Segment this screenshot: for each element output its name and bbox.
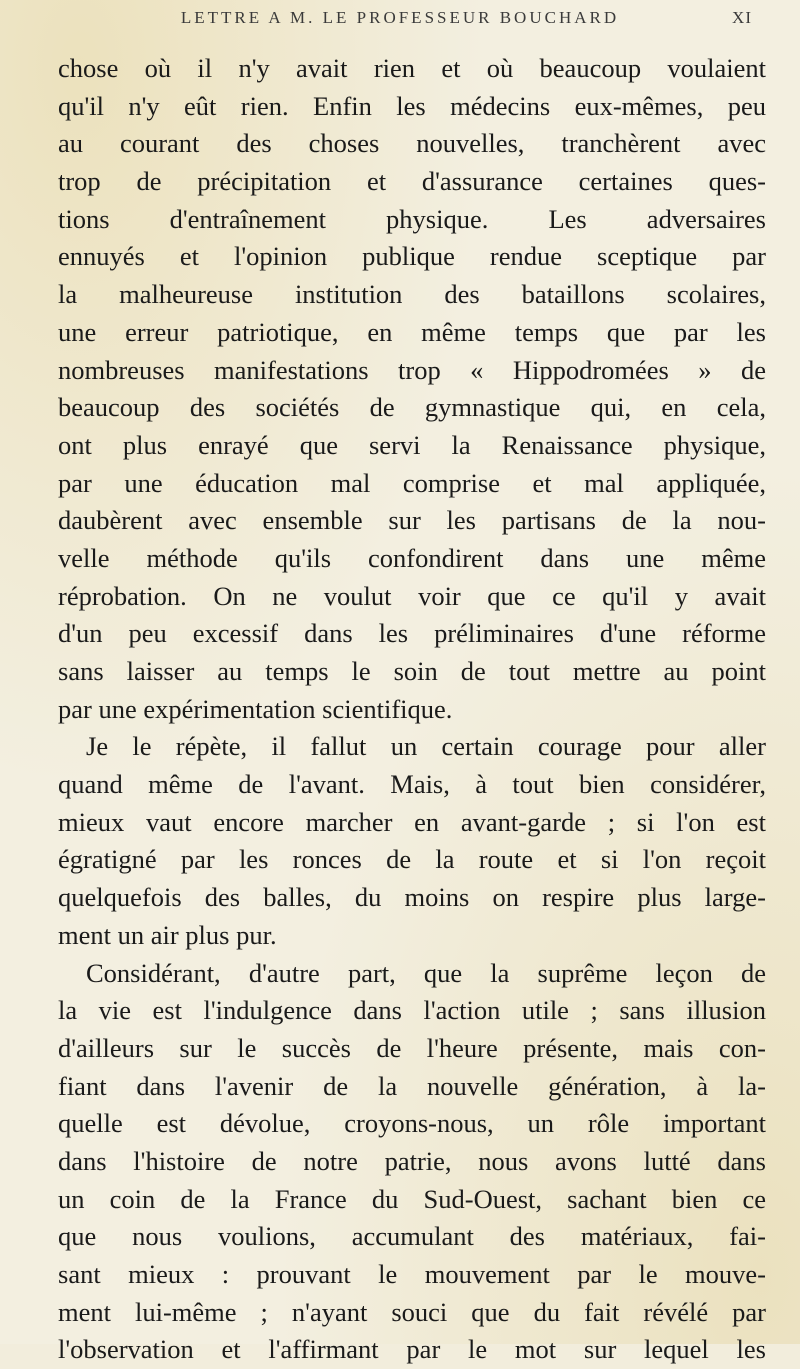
text-line: nombreuses manifestations trop « Hippodromées » de — [58, 352, 766, 390]
page-number: XI — [732, 8, 752, 28]
text-line: daubèrent avec ensemble sur les partisans de la nou- — [58, 502, 766, 540]
text-line: Je le répète, il fallut un certain courage pour aller — [58, 728, 766, 766]
paragraph — [58, 728, 766, 954]
text-line: une erreur patriotique, en même temps que par les — [58, 314, 766, 352]
body-text — [58, 50, 766, 1369]
running-head — [0, 8, 800, 38]
text-line: ment un air plus pur. — [58, 917, 766, 955]
paragraph — [58, 955, 766, 1369]
text-line: ont plus enrayé que servi la Renaissance physique, — [58, 427, 766, 465]
text-line: chose où il n'y avait rien et où beaucoup voulaient — [58, 50, 766, 88]
text-line: un coin de la France du Sud-Ouest, sachant bien ce — [58, 1181, 766, 1219]
text-line: réprobation. On ne voulut voir que ce qu'il y avait — [58, 578, 766, 616]
text-line: tions d'entraînement physique. Les adversaires — [58, 201, 766, 239]
text-line: l'observation et l'affirmant par le mot sur lequel les — [58, 1331, 766, 1369]
text-line: dans l'histoire de notre patrie, nous avons lutté dans — [58, 1143, 766, 1181]
text-line: sant mieux : prouvant le mouvement par le mouve- — [58, 1256, 766, 1294]
text-line: fiant dans l'avenir de la nouvelle génération, à la- — [58, 1068, 766, 1106]
text-line: d'un peu excessif dans les préliminaires d'une réforme — [58, 615, 766, 653]
text-line: égratigné par les ronces de la route et si l'on reçoit — [58, 841, 766, 879]
text-line: beaucoup des sociétés de gymnastique qui, en cela, — [58, 389, 766, 427]
text-line: trop de précipitation et d'assurance certaines ques- — [58, 163, 766, 201]
text-line: que nous voulions, accumulant des matériaux, fai- — [58, 1218, 766, 1256]
text-line: qu'il n'y eût rien. Enfin les médecins eux-mêmes, peu — [58, 88, 766, 126]
text-line: d'ailleurs sur le succès de l'heure présente, mais con- — [58, 1030, 766, 1068]
text-line: quelle est dévolue, croyons-nous, un rôle important — [58, 1105, 766, 1143]
text-line: quelquefois des balles, du moins on respire plus large- — [58, 879, 766, 917]
text-line: par une expérimentation scientifique. — [58, 691, 766, 729]
text-line: la malheureuse institution des bataillons scolaires, — [58, 276, 766, 314]
paragraph — [58, 50, 766, 728]
text-line: velle méthode qu'ils confondirent dans une même — [58, 540, 766, 578]
text-line: ennuyés et l'opinion publique rendue sceptique par — [58, 238, 766, 276]
text-line: par une éducation mal comprise et mal appliquée, — [58, 465, 766, 503]
running-title: LETTRE A M. LE PROFESSEUR BOUCHARD — [0, 8, 800, 28]
text-line: la vie est l'indulgence dans l'action utile ; sans illusion — [58, 992, 766, 1030]
text-line: Considérant, d'autre part, que la suprême leçon de — [58, 955, 766, 993]
text-line: mieux vaut encore marcher en avant-garde ; si l'on est — [58, 804, 766, 842]
text-line: ment lui-même ; n'ayant souci que du fait révélé par — [58, 1294, 766, 1332]
text-line: sans laisser au temps le soin de tout mettre au point — [58, 653, 766, 691]
text-line: quand même de l'avant. Mais, à tout bien considérer, — [58, 766, 766, 804]
text-line: au courant des choses nouvelles, tranchèrent avec — [58, 125, 766, 163]
